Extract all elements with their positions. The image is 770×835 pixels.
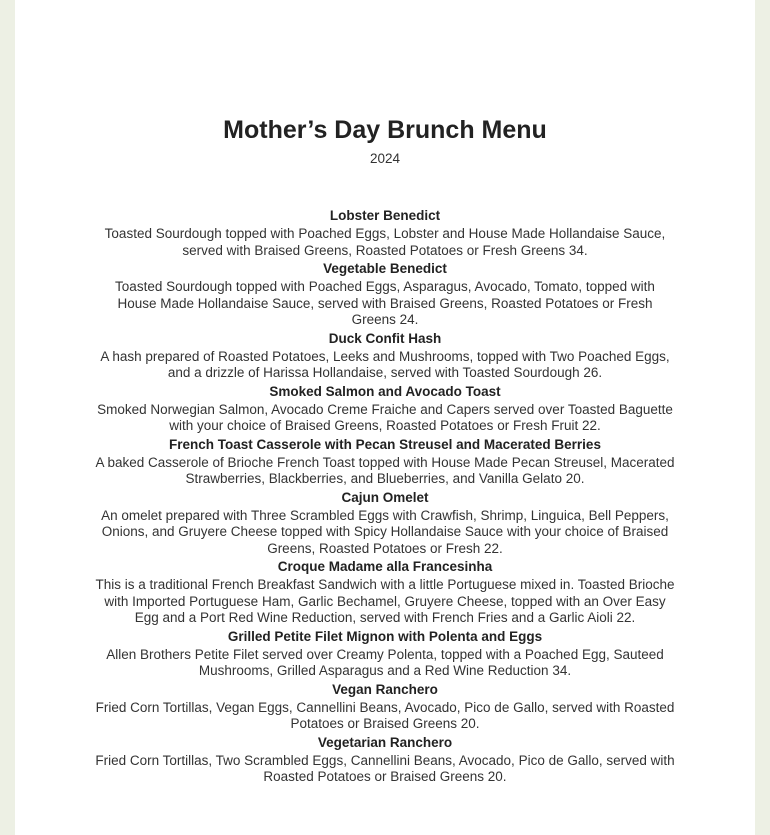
menu-year: 2024 bbox=[369, 151, 401, 166]
menu-list bbox=[95, 207, 675, 787]
menu-page bbox=[15, 0, 755, 835]
menu-item-description: Fried Corn Tortillas, Two Scrambled Eggs, Cannellini Beans, Avocado, Pico de Gallo, served with Roasted Potatoes or Braised Greens 20. bbox=[95, 752, 675, 784]
menu-item bbox=[95, 330, 675, 382]
menu-item bbox=[95, 383, 675, 435]
menu-item-name: Duck Confit Hash bbox=[328, 330, 442, 346]
menu-item-name: Lobster Benedict bbox=[329, 208, 441, 223]
menu-title: Mother’s Day Brunch Menu bbox=[223, 116, 547, 144]
menu-item-name: Vegan Ranchero bbox=[332, 681, 438, 697]
menu-item-name: Vegetarian Ranchero bbox=[317, 734, 453, 750]
menu-item-name: Grilled Petite Filet Mignon with Polenta and Eggs bbox=[227, 628, 543, 644]
menu-item bbox=[95, 558, 675, 627]
menu-item bbox=[95, 489, 675, 558]
menu-item bbox=[95, 436, 675, 488]
menu-item bbox=[95, 207, 675, 259]
menu-item-description: A baked Casserole of Brioche French Toast topped with House Made Pecan Streusel, Macerated Strawberries, Blackberries, and Blueberries, and Vanilla Gelato 20. bbox=[95, 454, 675, 486]
menu-item-description: This is a traditional French Breakfast Sandwich with a little Portuguese mixed in. Toasted Brioche with Imported Portuguese Ham, Garlic Bechamel, Gruyere Cheese, topped with an Over Easy Egg and a Port Red Wine Reduction, served with French Fries and a Garlic Aioli 22. bbox=[95, 577, 675, 625]
menu-item-name: Cajun Omelet bbox=[341, 489, 429, 505]
menu-item-description: Allen Brothers Petite Filet served over Creamy Polenta, topped with a Poached Egg, Sauteed Mushrooms, Grilled Asparagus and a Red Wine Reduction 34. bbox=[106, 646, 664, 678]
menu-item-description: Toasted Sourdough topped with Poached Eggs, Asparagus, Avocado, Tomato, topped with House Made Hollandaise Sauce, served with Braised Greens, Roasted Potatoes or Fresh Greens 24. bbox=[115, 279, 655, 327]
menu-item bbox=[95, 628, 675, 680]
menu-item-name: Vegetable Benedict bbox=[323, 261, 447, 276]
menu-item bbox=[95, 260, 675, 329]
menu-item-description: Smoked Norwegian Salmon, Avocado Creme Fraiche and Capers served over Toasted Baguette with your choice of Braised Greens, Roasted Potatoes or Fresh Fruit 22. bbox=[97, 401, 673, 433]
menu-item-description: An omelet prepared with Three Scrambled Eggs with Crawfish, Shrimp, Linguica, Bell Peppers, Onions, and Gruyere Cheese topped with Spicy Hollandaise Sauce with your choice of Braised Greens, Roasted Potatoes or Fresh 22. bbox=[101, 507, 669, 556]
menu-item bbox=[95, 681, 675, 733]
menu-item-description: Fried Corn Tortillas, Vegan Eggs, Cannellini Beans, Avocado, Pico de Gallo, served with Roasted Potatoes or Braised Greens 20. bbox=[95, 699, 675, 731]
menu-item-name: French Toast Casserole with Pecan Streusel and Macerated Berries bbox=[169, 436, 601, 452]
menu-item-name: Croque Madame alla Francesinha bbox=[277, 559, 493, 574]
menu-item bbox=[95, 734, 675, 786]
menu-item-description: A hash prepared of Roasted Potatoes, Leeks and Mushrooms, topped with Two Poached Eggs, and a drizzle of Harissa Hollandaise, served with Toasted Sourdough 26. bbox=[100, 348, 670, 380]
menu-item-name: Smoked Salmon and Avocado Toast bbox=[269, 383, 501, 399]
menu-item-description: Toasted Sourdough topped with Poached Eggs, Lobster and House Made Hollandaise Sauce, served with Braised Greens, Roasted Potatoes or Fresh Greens 34. bbox=[104, 226, 666, 258]
